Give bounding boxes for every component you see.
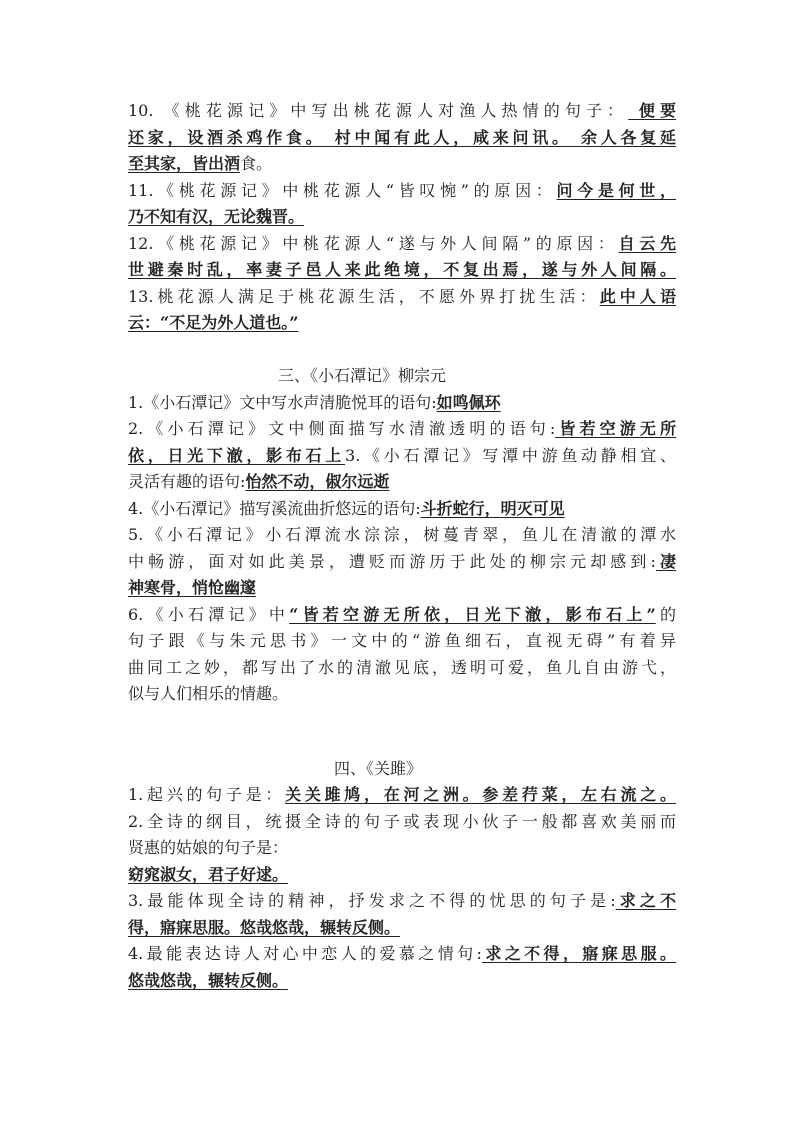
gj-q3-line1 (128, 888, 676, 915)
section-title-xiaoshitan: 三、《小石潭记》柳宗元 (278, 366, 447, 385)
xst-q4-line (128, 496, 676, 523)
xst-q6-prefix: 6.《小石潭记》中 (128, 604, 290, 624)
gj-q3-answer-part2: 得，寤寐思服。悠哉悠哉，辗转反侧。 (128, 917, 401, 937)
taohua-q10-line1 (128, 98, 676, 125)
xst-q1-answer: 如鸣佩环 (436, 392, 501, 412)
taohua-q10-answer-part2: 还家，设酒杀鸡作食。 村中闻有此人，咸来问讯。 余人各复延 (128, 127, 676, 147)
gj-q2-line2 (128, 835, 676, 862)
xst-q3-question-part1: 3.《小石潭记》写潭中游鱼动静相宜、 (345, 445, 676, 465)
gj-q2-question-part1: 2.全诗的纲目，统摄全诗的句子或表现小伙子一般都喜欢美丽而 (128, 811, 676, 831)
gj-q2-question-part2: 贤惠的姑娘的句子是： (128, 838, 289, 857)
xst-q5-question-part1: 5.《小石潭记》小石潭流水淙淙，树蔓青翠，鱼儿在清澈的潭水 (128, 525, 676, 544)
taohua-q10-answer-part3: 至其家，皆出酒 (128, 154, 241, 173)
gj-q2-answer: 窈窕淑女，君子好逑。 (128, 864, 289, 884)
xst-q6-text-line3: 曲同工之妙，都写出了水的清澈见底，透明可爱，鱼儿自由游弋， (128, 657, 676, 677)
xst-q6-line2 (128, 628, 676, 655)
taohua-q13-answer-part2: 云：“不足为外人道也。” (128, 313, 299, 332)
taohua-q10-line3 (128, 151, 676, 178)
taohua-q13-question: 13.桃花源人满足于桃花源生活，不愿外界打扰生活： (128, 286, 600, 306)
xst-q5-line1 (128, 522, 676, 549)
taohua-q10-answer-part1: 便要 (628, 101, 676, 120)
gj-q4-question: 4.最能表达诗人对心中恋人的爱慕之情句: (128, 944, 482, 963)
taohua-q12-question: 12.《桃花源记》中桃花源人“遂与外人间隔”的原因： (128, 233, 619, 253)
gj-q4-line2 (128, 968, 676, 995)
taohua-q12-answer-part2: 世避秦时乱，率妻子邑人来此绝境，不复出焉，遂与外人间隔。 (128, 260, 676, 279)
xst-q2-question: 2.《小石潭记》文中侧面描写水清澈透明的语句: (128, 419, 556, 438)
gj-q3-line2 (128, 915, 676, 942)
taohua-q10-question: 10. 《桃花源记》中写出桃花源人对渔人热情的句子： (128, 101, 629, 120)
xst-q4-question: 4.《小石潭记》描写溪流曲折悠远的语句: (128, 498, 421, 518)
gj-q2-line3 (128, 862, 676, 889)
taohua-q12-line2 (128, 257, 676, 284)
gj-q4-answer-part1: 求之不得，寤寐思服。 (481, 944, 676, 963)
taohua-q10-line2 (128, 125, 676, 152)
xst-q2-answer-part1: 皆若空游无所 (555, 419, 676, 438)
taohua-q13-line2 (128, 310, 676, 337)
xst-q3-question-part2: 灵活有趣的语句: (128, 472, 246, 491)
taohua-q12-answer-part1: 自云先 (618, 233, 676, 253)
gj-q4-answer-part2: 悠哉悠哉，辗转反侧。 (128, 970, 289, 990)
gj-q1-line (128, 782, 676, 809)
document-body (128, 98, 676, 994)
xst-q6-line3 (128, 655, 676, 682)
gj-q2-line1 (128, 809, 676, 836)
xst-q6-suffix: 的 (655, 604, 676, 624)
xst-q6-line1 (128, 602, 676, 629)
gj-q4-line1 (128, 941, 676, 968)
xst-q1-question: 1.《小石潭记》文中写水声清脆悦耳的语句: (128, 392, 437, 412)
taohua-q11-question: 11.《桃花源记》中桃花源人“皆叹惋”的原因： (128, 180, 557, 200)
spacer (128, 708, 676, 756)
xst-q2-line1 (128, 416, 676, 443)
xst-q5-answer-part2: 神寒骨，悄怆幽邃 (128, 578, 257, 597)
xst-q3-answer: 怡然不动，俶尔远逝 (245, 472, 390, 491)
gj-q1-answer: 关关雎鸠，在河之洲。参差荇菜，左右流之。 (285, 785, 676, 804)
xst-q2-answer-part2: 依，日光下澈，影布石上 (128, 445, 346, 465)
xst-q3-line (128, 469, 676, 496)
xst-q6-line4 (128, 681, 676, 708)
taohua-q12-line1 (128, 231, 676, 258)
xst-q5-line3 (128, 575, 676, 602)
xst-q1-line (128, 390, 676, 417)
section-title-guanju: 四、《关雎》 (334, 758, 423, 778)
xst-q2-line2 (128, 443, 676, 470)
taohua-q11-answer-part1: 问今是何世， (556, 180, 676, 200)
gj-q3-question: 3.最能体现全诗的精神，抒发求之不得的忧思的句子是: (128, 891, 616, 910)
xst-q5-answer-part1: 凄 (655, 551, 676, 571)
xst-q5-question-part2: 中畅游，面对如此美景，遭贬而游历于此处的柳宗元却感到: (128, 551, 656, 571)
taohua-q13-line1 (128, 284, 676, 311)
taohua-q13-answer-part1: 此中人语 (599, 286, 676, 306)
taohua-q11-answer-part2: 乃不知有汉，无论魏晋。 (128, 207, 305, 226)
gj-q1-question: 1.起兴的句子是： (128, 785, 286, 804)
xst-q4-answer: 斗折蛇行，明灭可见 (420, 498, 565, 518)
gj-q3-answer-part1: 求之不 (615, 891, 676, 910)
taohua-q11-line1 (128, 178, 676, 205)
taohua-q11-line2 (128, 204, 676, 231)
xst-q6-text-line2: 句子跟《与朱元思书》一文中的“游鱼细石，直视无碍”有着异 (128, 631, 676, 650)
taohua-q10-tail: 食。 (240, 154, 273, 173)
xst-q6-text-line4: 似与人们相乐的情趣。 (128, 684, 289, 703)
xst-q6-quote: “皆若空游无所依，日光下澈，影布石上” (289, 604, 656, 624)
xst-q5-line2 (128, 549, 676, 576)
spacer (128, 337, 676, 364)
